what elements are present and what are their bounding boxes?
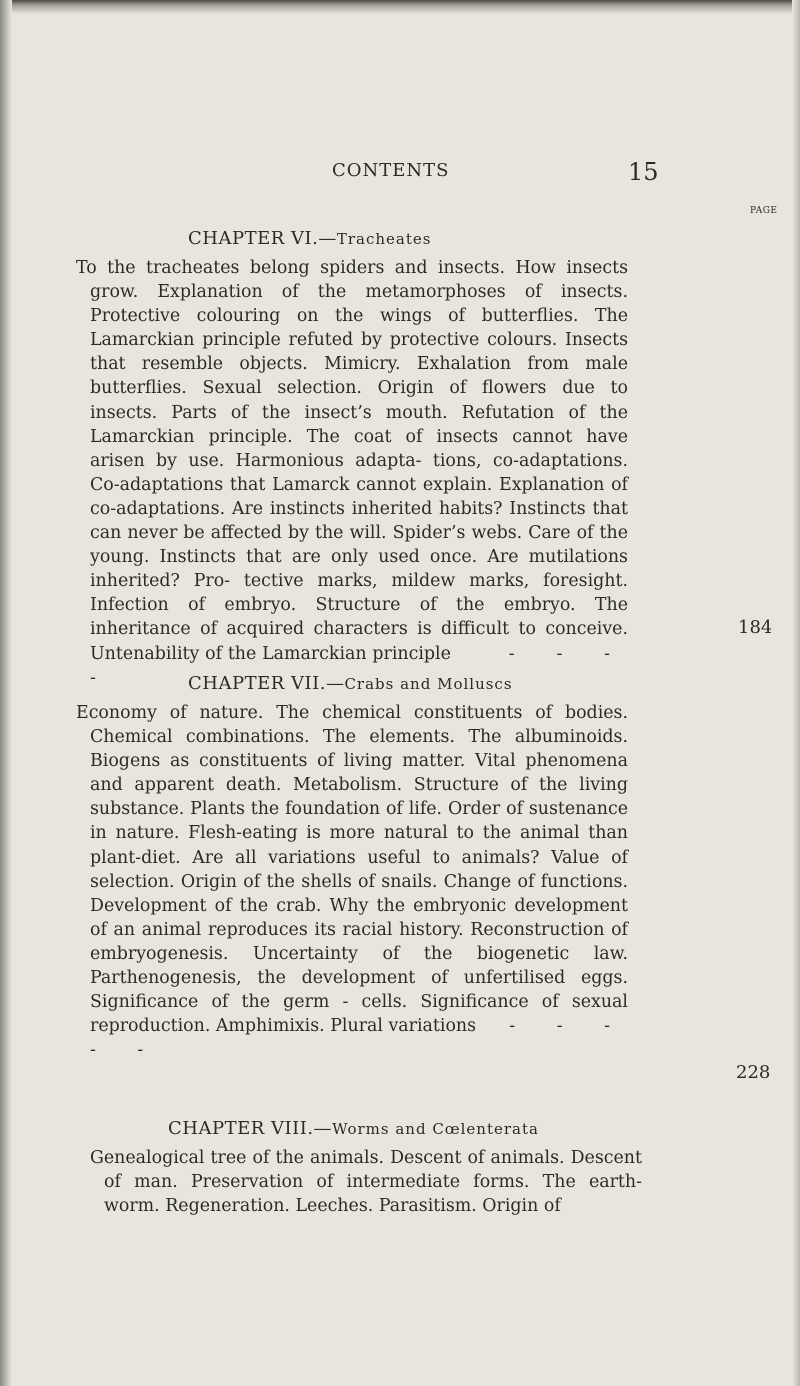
page-top-shadow (0, 0, 800, 14)
chapter-page-ref: 184 (738, 617, 773, 638)
summary-text: To the tracheates belong spiders and insects. How insects grow. Explanation of the metamorphoses of insects. Protective colouring on the wings of butterflies. The Lamarckian principle refuted by protective colours. Insects that resemble objects. Mimicry. Exhalation from male butterflies. Sexual selection. Origin of flowers due to insects. Parts of the insect’s mouth. Refutation of the Lamarckian principle. The coat of insects cannot have arisen by use. Harmonious adapta- tions, co-adaptations. Co-adaptations that Lamarck cannot explain. Explanation of co-adaptations. Are instincts inherited habits? Instincts that can never be affected by the will. Spider’s webs. Care of the young. Instincts that are only used once. Are mutilations inherited? Pro- tective marks, mildew marks, foresight. Infection of embryo. Structure of the embryo. The inheritance of acquired characters is difficult to conceive. Untenability of the Lamarckian principle (76, 258, 628, 664)
running-title: CONTENTS (332, 160, 450, 181)
chapter-summary (76, 256, 628, 690)
page-outer-edge (792, 0, 800, 1386)
chapter-page-ref: 228 (736, 1062, 771, 1083)
page-column-label: PAGE (750, 206, 778, 216)
chapter-number: CHAPTER VII.— (188, 673, 345, 694)
chapter-title: Tracheates (336, 230, 432, 248)
summary-text: Genealogical tree of the animals. Descent of animals. Descent of man. Preservation of intermediate forms. The earth- worm. Regeneration. Leeches. Parasitism. Origin of (90, 1148, 642, 1217)
page-binding-edge (0, 0, 12, 1386)
chapter-number: CHAPTER VIII.— (168, 1118, 333, 1139)
chapter-title: Crabs and Molluscs (344, 675, 513, 693)
page-number: 15 (628, 158, 659, 186)
chapter-title: Worms and Cœlenterata (332, 1120, 539, 1138)
chapter-heading (188, 673, 513, 694)
chapter-number: CHAPTER VI.— (188, 228, 337, 249)
chapter-heading (188, 228, 431, 249)
chapter-summary (76, 701, 628, 1062)
chapter-heading (168, 1118, 539, 1139)
summary-text: Economy of nature. The chemical constituents of bodies. Chemical combinations. The elements. The albuminoids. Biogens as constituents of living matter. Vital phenomena and apparent death. Metabolism. Structure of the living substance. Plants the foundation of life. Order of sustenance in nature. Flesh-eating is more natural to the animal than plant-diet. Are all variations useful to animals? Value of selection. Origin of the shells of snails. Change of functions. Development of the crab. Why the embryonic development of an animal reproduces its racial history. Reconstruction of embryogenesis. Uncertainty of the biogenetic law. Parthenogenesis, the development of unfertilised eggs. Significance of the germ - cells. Significance of sexual reproduction. Amphimixis. Plural variations (76, 703, 628, 1037)
chapter-summary (90, 1146, 642, 1218)
dot-leader: - - - - - (90, 1016, 628, 1061)
dot-leader: - - - - (90, 643, 629, 688)
